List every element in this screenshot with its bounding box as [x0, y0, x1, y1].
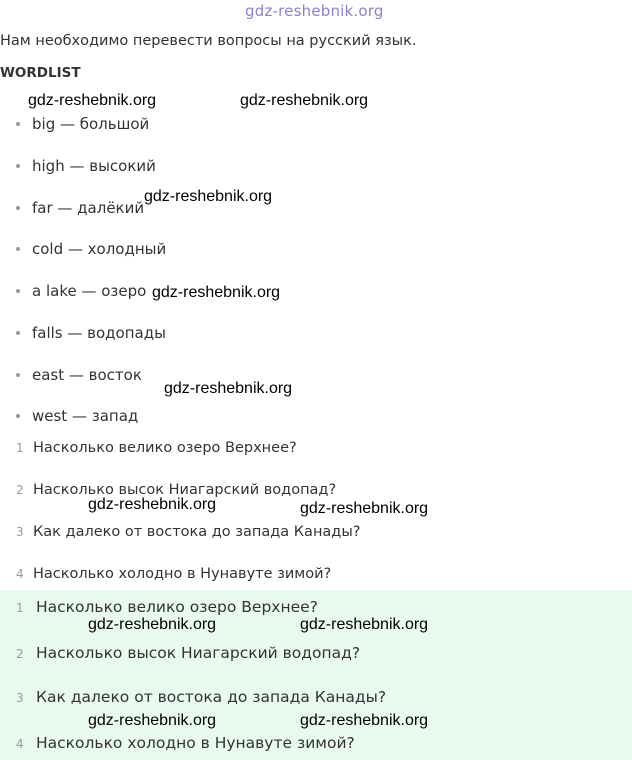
bullet-icon	[16, 164, 20, 168]
wordlist-item: far — далёкий	[16, 199, 144, 217]
watermark: gdz-reshebnik.org	[144, 188, 273, 205]
watermark: gdz-reshebnik.org	[300, 712, 429, 729]
bullet-icon	[16, 206, 20, 210]
bullet-icon	[16, 247, 20, 251]
watermark: gdz-reshebnik.org	[152, 284, 281, 301]
question-item: 3 Как далеко от востока до запада Канады?	[16, 524, 361, 540]
question-item: 2 Насколько высок Ниагарский водопад?	[16, 482, 337, 498]
answer-item: 4 Насколько холодно в Нунавуте зимой?	[16, 734, 355, 752]
bullet-icon	[16, 122, 20, 126]
bullet-icon	[16, 331, 20, 335]
intro-text: Нам необходимо перевести вопросы на русский язык.	[0, 33, 417, 49]
wordlist-item: west — запад	[16, 407, 138, 425]
watermark: gdz-reshebnik.org	[300, 500, 429, 517]
wordlist-title: WORDLIST	[0, 65, 81, 81]
watermark: gdz-reshebnik.org	[88, 712, 217, 729]
watermark-top: gdz-reshebnik.org	[245, 2, 384, 20]
watermark: gdz-reshebnik.org	[28, 92, 157, 109]
question-item: 4 Насколько холодно в Нунавуте зимой?	[16, 566, 332, 582]
watermark: gdz-reshebnik.org	[164, 380, 293, 397]
wordlist-item: falls — водопады	[16, 324, 166, 342]
question-item: 1 Насколько велико озеро Верхнее?	[16, 440, 297, 456]
answer-item: 2 Насколько высок Ниагарский водопад?	[16, 644, 361, 662]
bullet-icon	[16, 373, 20, 377]
answer-item: 1 Насколько велико озеро Верхнее?	[16, 598, 318, 616]
wordlist-item: a lake — озеро	[16, 282, 146, 300]
bullet-icon	[16, 289, 20, 293]
wordlist-item: east — восток	[16, 366, 142, 384]
wordlist-item: cold — холодный	[16, 240, 166, 258]
answer-item: 3 Как далеко от востока до запада Канады?	[16, 688, 387, 706]
wordlist-item: high — высокий	[16, 157, 156, 175]
watermark: gdz-reshebnik.org	[240, 92, 369, 109]
wordlist-item: big — большой	[16, 115, 149, 133]
watermark: gdz-reshebnik.org	[300, 616, 429, 633]
watermark: gdz-reshebnik.org	[88, 616, 217, 633]
watermark: gdz-reshebnik.org	[88, 496, 217, 513]
bullet-icon	[16, 414, 20, 418]
